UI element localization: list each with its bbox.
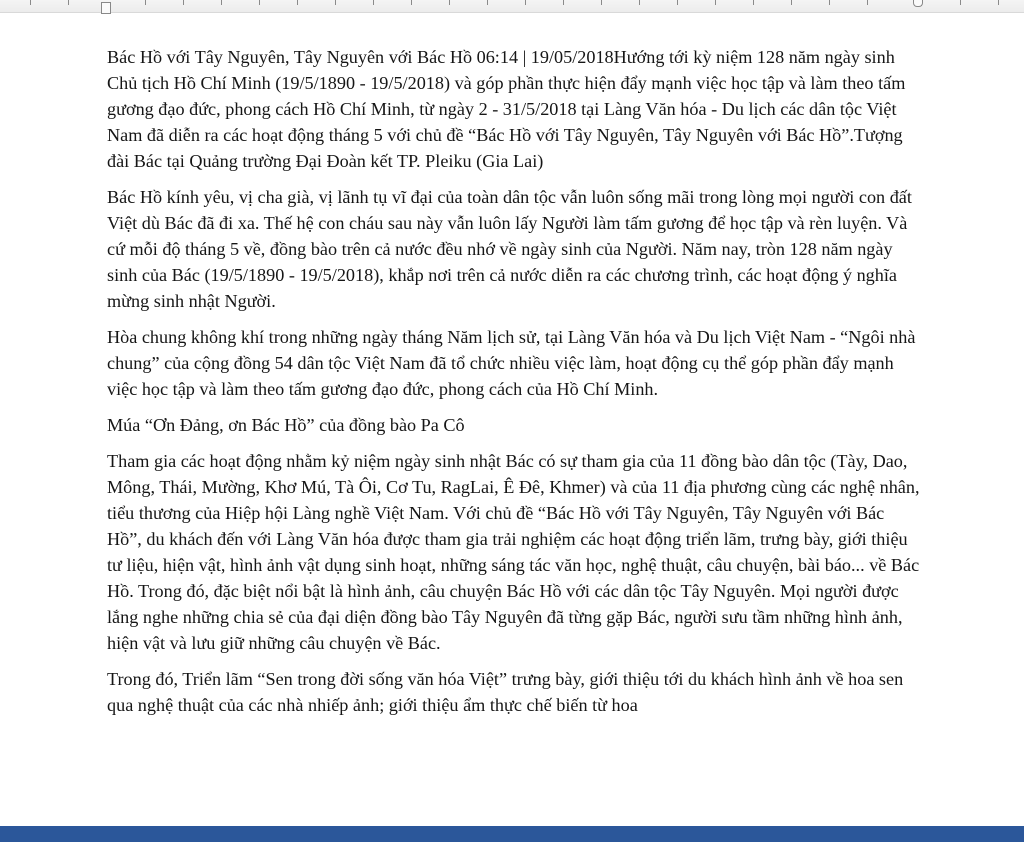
image-caption: Múa “Ơn Đảng, ơn Bác Hồ” của đồng bào Pa Cô xyxy=(107,415,465,435)
ruler-tick xyxy=(715,0,716,5)
paragraph: Hòa chung không khí trong những ngày tháng Năm lịch sử, tại Làng Văn hóa và Du lịch Việt Nam - “Ngôi nhà chung” của cộng đồng 54 dân tộc Việt Nam đã tổ chức nhiều việc làm, hoạt động cụ thể góp phần đẩy mạnh việc học tập và làm theo tấm gương đạo đức, phong cách của Hồ Chí Minh. xyxy=(107,327,916,399)
ruler-tick xyxy=(221,0,222,5)
status-bar xyxy=(0,826,1024,842)
ruler-tick xyxy=(753,0,754,5)
ruler-tick xyxy=(563,0,564,5)
paragraph: Tham gia các hoạt động nhằm kỷ niệm ngày sinh nhật Bác có sự tham gia của 11 đồng bào dân tộc (Tày, Dao, Mông, Thái, Mường, Khơ Mú, Tà Ôi, Cơ Tu, RagLai, Ê Đê, Khmer) và của 11 địa phương cùng các nghệ nhân, tiểu thương của Hiệp hội Làng nghề Việt Nam. Với chủ đề “Bác Hồ với Tây Nguyên, Tây Nguyên với Bác Hồ”, du khách đến với Làng Văn hóa được tham gia trải nghiệm các hoạt động triển lãm, trưng bày, giới thiệu tư liệu, hiện vật, hình ảnh vật dụng sinh hoạt, những sáng tác văn học, nghệ thuật, câu chuyện, bài báo... về Bác Hồ. Trong đó, đặc biệt nổi bật là hình ảnh, câu chuyện Bác Hồ với các dân tộc Tây Nguyên. Mọi người được lắng nghe những chia sẻ của đại diện đồng bào Tây Nguyên đã từng gặp Bác, người sưu tầm những hình ảnh, hiện vật và lưu giữ những câu chuyện về Bác. xyxy=(107,451,920,653)
ruler-tick xyxy=(791,0,792,5)
ruler-tick xyxy=(373,0,374,5)
ruler-tick xyxy=(30,0,31,5)
ruler-tick xyxy=(411,0,412,5)
ruler-tick xyxy=(829,0,830,5)
left-indent-marker[interactable] xyxy=(101,2,111,14)
ruler-tick xyxy=(259,0,260,5)
ruler-tick xyxy=(449,0,450,5)
ruler-tick xyxy=(998,0,999,5)
ruler-tick xyxy=(601,0,602,5)
ruler-tick xyxy=(68,0,69,5)
ruler-tick xyxy=(145,0,146,5)
ruler-tick xyxy=(335,0,336,5)
document-body[interactable] xyxy=(107,44,923,728)
ruler-tick xyxy=(867,0,868,5)
ruler-tick xyxy=(525,0,526,5)
paragraph: Trong đó, Triển lãm “Sen trong đời sống văn hóa Việt” trưng bày, giới thiệu tới du khách hình ảnh về hoa sen qua nghệ thuật của các nhà nhiếp ảnh; giới thiệu ẩm thực chế biến từ hoa xyxy=(107,669,904,715)
ruler-tick xyxy=(639,0,640,5)
ruler-tick xyxy=(183,0,184,5)
paragraph: Bác Hồ kính yêu, vị cha già, vị lãnh tụ vĩ đại của toàn dân tộc vẫn luôn sống mãi trong lòng mọi người con đất Việt dù Bác đã đi xa. Thế hệ con cháu sau này vẫn luôn lấy Người làm tấm gương để học tập và rèn luyện. Và cứ mỗi độ tháng 5 về, đồng bào trên cả nước đều nhớ về ngày sinh của Người. Năm nay, tròn 128 năm ngày sinh của Bác (19/5/1890 - 19/5/2018), khắp nơi trên cả nước diễn ra các chương trình, các hoạt động ý nghĩa mừng sinh nhật Người. xyxy=(107,187,912,311)
paragraph: Bác Hồ với Tây Nguyên, Tây Nguyên với Bác Hồ 06:14 | 19/05/2018Hướng tới kỳ niệm 128 năm ngày sinh Chủ tịch Hồ Chí Minh (19/5/1890 - 19/5/2018) và góp phần thực hiện đẩy mạnh việc học tập và làm theo tấm gương đạo đức, phong cách Hồ Chí Minh, từ ngày 2 - 31/5/2018 tại Làng Văn hóa - Du lịch các dân tộc Việt Nam đã diễn ra các hoạt động tháng 5 với chủ đề “Bác Hồ với Tây Nguyên, Tây Nguyên với Bác Hồ”.Tượng đài Bác tại Quảng trường Đại Đoàn kết TP. Pleiku (Gia Lai) xyxy=(107,47,906,171)
ruler-tick xyxy=(960,0,961,5)
ruler-tick xyxy=(487,0,488,5)
ruler-tick xyxy=(297,0,298,5)
right-indent-marker[interactable] xyxy=(913,0,923,7)
ruler-tick xyxy=(677,0,678,5)
horizontal-ruler[interactable] xyxy=(0,0,1024,13)
